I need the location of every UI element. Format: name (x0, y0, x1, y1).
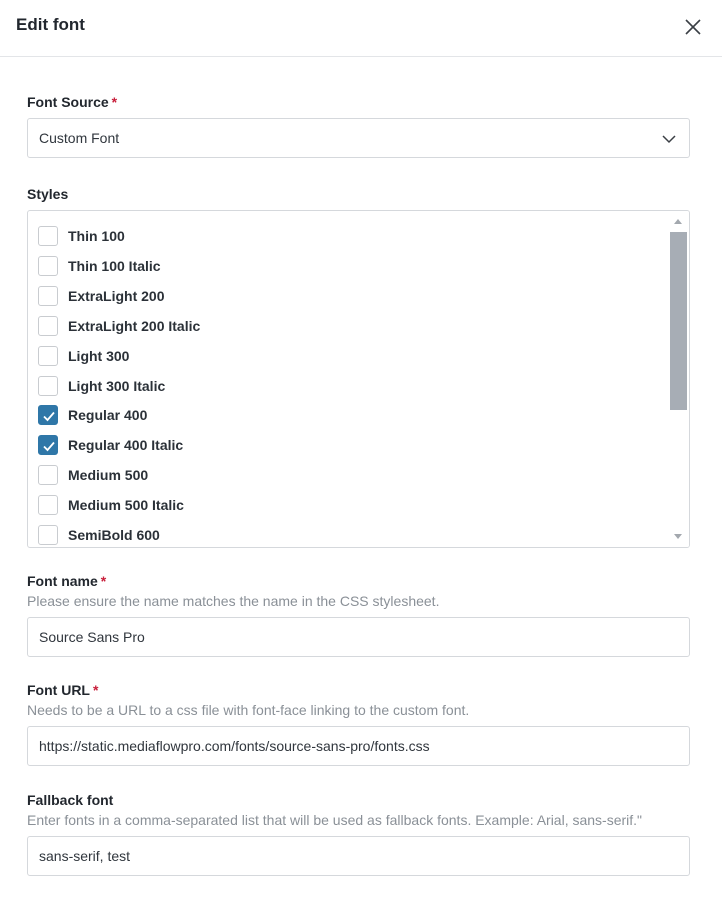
style-option-label: Medium 500 Italic (68, 497, 184, 514)
font-url-help: Needs to be a URL to a css file with font-face linking to the custom font. (27, 702, 470, 718)
style-checkbox[interactable] (38, 405, 58, 425)
fallback-font-value: sans-serif, test (39, 848, 131, 864)
style-option-label: ExtraLight 200 Italic (68, 317, 201, 334)
styles-label: Styles (27, 186, 69, 202)
font-name-help: Please ensure the name matches the name in the CSS stylesheet. (27, 593, 440, 609)
font-name-input[interactable] (27, 617, 690, 657)
font-name-value: Source Sans Pro (39, 629, 145, 645)
checkmark-icon (41, 408, 57, 424)
dialog-header (0, 0, 722, 57)
style-option-label: ExtraLight 200 (68, 287, 165, 304)
fallback-font-input[interactable] (27, 836, 690, 876)
font-name-label: Font name * (27, 573, 107, 589)
style-checkbox[interactable] (38, 435, 58, 455)
style-option-label: Thin 100 Italic (68, 257, 161, 274)
font-source-label: Font Source * (27, 94, 118, 110)
style-option-label: Thin 100 (68, 228, 125, 244)
style-option-label: Medium 500 (68, 467, 149, 484)
style-checkbox[interactable] (38, 495, 58, 515)
close-button[interactable] (680, 14, 706, 40)
styles-scrollbar[interactable] (669, 211, 689, 547)
scroll-thumb[interactable] (670, 232, 687, 410)
fallback-font-label: Fallback font (27, 792, 114, 808)
font-url-input[interactable] (27, 726, 690, 766)
close-icon (680, 14, 706, 40)
styles-list (27, 210, 690, 548)
font-source-value: Custom Font (39, 130, 120, 146)
style-checkbox[interactable] (38, 525, 58, 545)
checkmark-icon (41, 438, 57, 454)
style-option-label: Light 300 Italic (68, 377, 166, 394)
font-url-label: Font URL * (27, 682, 99, 698)
required-mark: * (92, 682, 99, 698)
style-checkbox[interactable] (38, 286, 58, 306)
style-option-label: Regular 400 (68, 407, 148, 424)
style-checkbox[interactable] (38, 376, 58, 396)
scroll-down-icon[interactable] (674, 534, 682, 539)
dialog-title: Edit font (16, 15, 85, 34)
font-url-value: https://static.mediaflowpro.com/fonts/source-sans-pro/fonts.css (39, 738, 430, 754)
font-source-select[interactable] (27, 118, 690, 158)
style-option-label: SemiBold 600 (68, 527, 160, 543)
style-checkbox[interactable] (38, 465, 58, 485)
fallback-font-help: Enter fonts in a comma-separated list that will be used as fallback fonts. Example: Arial, sans-serif." (27, 812, 643, 828)
style-checkbox[interactable] (38, 316, 58, 336)
style-checkbox[interactable] (38, 226, 58, 246)
required-mark: * (100, 573, 107, 589)
style-checkbox[interactable] (38, 346, 58, 366)
chevron-down-icon (661, 131, 677, 147)
scroll-up-icon[interactable] (674, 219, 682, 224)
required-mark: * (111, 94, 118, 110)
style-option-label: Light 300 (68, 347, 130, 364)
style-checkbox[interactable] (38, 256, 58, 276)
style-option-label: Regular 400 Italic (68, 437, 184, 454)
